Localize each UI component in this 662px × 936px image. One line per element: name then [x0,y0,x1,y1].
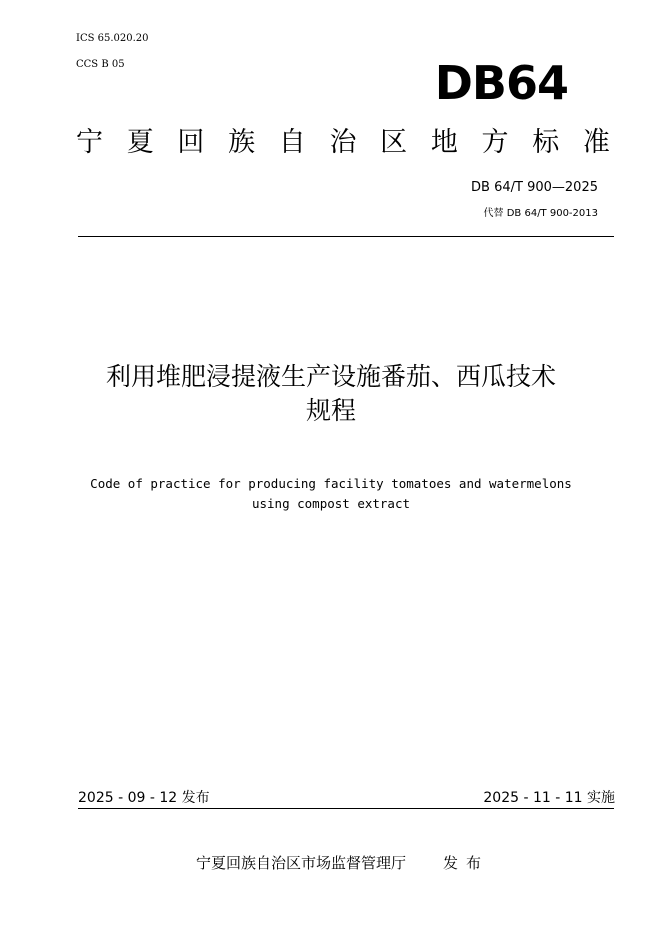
standard-type-char: 标 [532,127,560,158]
ccs-code: CCS B 05 [76,59,125,70]
chinese-title-line: 利用堆肥浸提液生产设施番茄、西瓜技术 [105,362,556,391]
standard-type-char: 宁 [76,127,103,158]
publish-label: 发布 [443,854,490,872]
header-divider [78,236,614,237]
publisher-name: 宁夏回族自治区市场监督管理厅 [196,854,407,872]
english-title [60,474,602,514]
standard-number: DB 64/T 900—2025 [471,180,598,195]
standard-type-char: 自 [278,127,306,158]
issue-date: 2025 - 09 - 12 发布 [78,790,210,806]
standard-type-char: 族 [228,127,256,158]
english-title-line: using compost extract [251,496,411,511]
standard-type-char: 治 [329,127,357,158]
implementation-date: 2025 - 11 - 11 实施 [483,790,615,806]
chinese-title-line: 规程 [305,396,356,425]
replaces-standard: 代替 DB 64/T 900-2013 [483,208,598,219]
english-title-line: Code of practice for producing facility tomatoes and watermelons [90,476,572,491]
footer-divider [78,808,614,809]
ics-code: ICS 65.020.20 [76,33,149,44]
chinese-title [60,360,602,428]
db64-logo: DB64 [434,56,568,110]
standard-type-char: 回 [177,127,205,158]
standard-type-char: 准 [582,127,610,158]
standard-type-char: 夏 [126,127,154,158]
standard-type-char: 方 [481,127,509,158]
standard-type-char: 区 [380,127,408,158]
standard-type-char: 地 [430,127,458,158]
standard-type-heading [76,126,610,160]
